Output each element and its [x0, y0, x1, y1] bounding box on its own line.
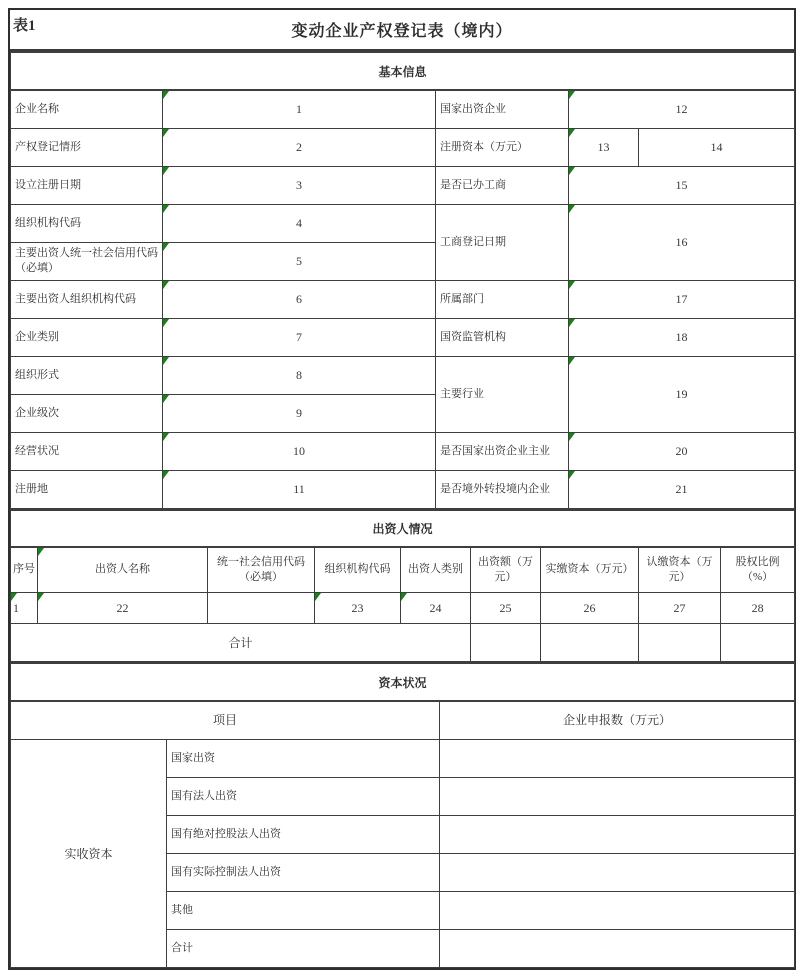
note-marker-icon: [163, 319, 169, 327]
field-value: 9: [296, 405, 302, 420]
field-value-cell[interactable]: [163, 432, 436, 470]
field-value-cell[interactable]: 28: [721, 593, 795, 624]
table-row: [11, 318, 795, 356]
field-value: 18: [675, 329, 688, 344]
field-value: 3: [296, 177, 302, 192]
field-value: 10: [293, 443, 305, 458]
note-marker-icon: [569, 129, 575, 137]
field-label: 国有实际控制法人出资: [167, 853, 440, 891]
field-value: 19: [675, 386, 688, 401]
column-header: 企业申报数（万元）: [440, 701, 795, 739]
basic-info-table: [10, 51, 795, 509]
field-value: 23: [351, 600, 364, 615]
field-value: 1: [13, 600, 19, 615]
field-value-cell[interactable]: [541, 624, 639, 662]
field-label: 国家出资: [167, 739, 440, 777]
note-marker-icon: [163, 243, 169, 251]
table-row: [11, 432, 795, 470]
field-value-cell[interactable]: [163, 394, 436, 432]
field-value-cell[interactable]: [163, 280, 436, 318]
field-value: 17: [675, 291, 688, 306]
field-value-cell[interactable]: [569, 166, 795, 204]
field-label: 设立注册日期: [11, 166, 163, 204]
field-label: 企业类别: [11, 318, 163, 356]
field-label: 经营状况: [11, 432, 163, 470]
column-header: 项目: [11, 701, 440, 739]
note-marker-icon: [163, 129, 169, 137]
field-value-cell[interactable]: [401, 593, 471, 624]
note-marker-icon: [163, 395, 169, 403]
field-label: 组织形式: [11, 356, 163, 394]
field-label: 组织机构代码: [11, 204, 163, 242]
field-value-cell[interactable]: [163, 166, 436, 204]
field-value-cell[interactable]: [569, 280, 795, 318]
investors-total-row: [11, 624, 795, 662]
group-label: 实收资本: [11, 739, 167, 967]
field-value-cell[interactable]: [440, 929, 795, 967]
field-value-cell[interactable]: [163, 90, 436, 128]
field-value-cell[interactable]: [208, 593, 315, 624]
field-value: 12: [675, 101, 688, 116]
column-header-label: 出资人名称: [95, 563, 150, 576]
field-value-cell[interactable]: [163, 470, 436, 508]
note-marker-icon: [163, 433, 169, 441]
note-marker-icon: [163, 471, 169, 479]
field-value: 4: [296, 215, 302, 230]
page-title: 变动企业产权登记表（境内）: [291, 23, 513, 40]
field-label: 主要行业: [436, 356, 569, 432]
field-value-cell[interactable]: [569, 128, 639, 166]
table-row: [11, 204, 795, 242]
column-header: 实缴资本（万元）: [541, 547, 639, 593]
field-label: 主要出资人组织机构代码: [11, 280, 163, 318]
column-header: 出资人类别: [401, 547, 471, 593]
field-value-cell[interactable]: 27: [639, 593, 721, 624]
field-label: 工商登记日期: [436, 204, 569, 280]
table-row: [11, 166, 795, 204]
field-value: 20: [675, 443, 688, 458]
form-sheet: [8, 8, 796, 970]
note-marker-icon: [163, 205, 169, 213]
field-value: 6: [296, 291, 302, 306]
capital-row: [11, 739, 795, 777]
field-value-cell[interactable]: [163, 242, 436, 280]
field-value: 22: [116, 600, 129, 615]
section-title-basic-info: 基本信息: [11, 52, 795, 90]
field-label: 国资监管机构: [436, 318, 569, 356]
column-header: 统一社会信用代码（必填）: [208, 547, 315, 593]
field-value-cell[interactable]: [569, 318, 795, 356]
note-marker-icon: [163, 281, 169, 289]
section-title-investors: 出资人情况: [11, 510, 795, 547]
field-value-cell[interactable]: [163, 204, 436, 242]
field-value-cell[interactable]: [440, 739, 795, 777]
title-bar: [10, 10, 794, 51]
field-label: 是否已办工商: [436, 166, 569, 204]
field-label: 产权登记情形: [11, 128, 163, 166]
field-value-cell[interactable]: [569, 90, 795, 128]
table-row: [11, 128, 795, 166]
field-value: 11: [293, 481, 305, 496]
field-value: 8: [296, 367, 302, 382]
total-label: 合计: [11, 624, 471, 662]
field-value-cell[interactable]: [569, 432, 795, 470]
field-value-cell[interactable]: 26: [541, 593, 639, 624]
note-marker-icon: [569, 471, 575, 479]
note-marker-icon: [315, 593, 321, 601]
field-value-cell[interactable]: [315, 593, 401, 624]
field-value: 1: [296, 101, 302, 116]
field-value-cell[interactable]: 25: [471, 593, 541, 624]
note-marker-icon: [569, 91, 575, 99]
field-value: 2: [296, 139, 302, 154]
field-value: 15: [675, 177, 688, 192]
column-header: 认缴资本（万元）: [639, 547, 721, 593]
field-value-cell[interactable]: [163, 128, 436, 166]
field-label: 国有法人出资: [167, 777, 440, 815]
column-header: 出资额（万元）: [471, 547, 541, 593]
field-label: 主要出资人统一社会信用代码（必填）: [11, 242, 163, 280]
capital-table: [10, 662, 795, 968]
field-value-cell[interactable]: [440, 853, 795, 891]
section-title-capital: 资本状况: [11, 663, 795, 701]
field-label: 其他: [167, 891, 440, 929]
note-marker-icon: [401, 593, 407, 601]
table-row: [11, 470, 795, 508]
field-value-cell[interactable]: [440, 891, 795, 929]
note-marker-icon: [11, 593, 17, 601]
field-value-cell[interactable]: [163, 356, 436, 394]
field-value-cell[interactable]: [569, 356, 795, 432]
note-marker-icon: [569, 319, 575, 327]
field-value-cell[interactable]: [569, 204, 795, 280]
field-value: 7: [296, 329, 302, 344]
note-marker-icon: [569, 281, 575, 289]
field-label: 合计: [167, 929, 440, 967]
table-header-row: [11, 547, 795, 593]
column-header: 股权比例（%）: [721, 547, 795, 593]
field-value: 5: [296, 253, 302, 268]
field-value-cell[interactable]: [471, 624, 541, 662]
table-tag: 表1: [13, 18, 36, 34]
note-marker-icon: [163, 357, 169, 365]
field-value-cell[interactable]: [163, 318, 436, 356]
note-marker-icon: [569, 205, 575, 213]
table-row: [11, 280, 795, 318]
investor-row: [11, 593, 795, 624]
field-value: 16: [675, 234, 688, 249]
table-header-row: [11, 701, 795, 739]
field-value-cell[interactable]: [639, 624, 721, 662]
field-value: 21: [675, 481, 688, 496]
field-value: 24: [429, 600, 442, 615]
field-value: 13: [597, 139, 610, 154]
field-value-cell[interactable]: [11, 593, 38, 624]
field-label: 注册地: [11, 470, 163, 508]
field-label: 所属部门: [436, 280, 569, 318]
field-value-cell[interactable]: 14: [639, 128, 795, 166]
note-marker-icon: [569, 357, 575, 365]
note-marker-icon: [38, 548, 44, 556]
investors-table: [10, 509, 795, 663]
field-label: 是否国家出资企业主业: [436, 432, 569, 470]
field-value-cell[interactable]: [569, 470, 795, 508]
column-header: [38, 547, 208, 593]
field-value-cell[interactable]: [440, 777, 795, 815]
field-value-cell[interactable]: [38, 593, 208, 624]
note-marker-icon: [569, 167, 575, 175]
field-label: 是否境外转投境内企业: [436, 470, 569, 508]
field-label: 注册资本（万元）: [436, 128, 569, 166]
field-label: 企业级次: [11, 394, 163, 432]
field-label: 企业名称: [11, 90, 163, 128]
column-header: 序号: [11, 547, 38, 593]
note-marker-icon: [163, 91, 169, 99]
field-value-cell[interactable]: [721, 624, 795, 662]
note-marker-icon: [38, 593, 44, 601]
field-label: 国家出资企业: [436, 90, 569, 128]
field-label: 国有绝对控股法人出资: [167, 815, 440, 853]
note-marker-icon: [163, 167, 169, 175]
note-marker-icon: [569, 433, 575, 441]
field-value-cell[interactable]: [440, 815, 795, 853]
table-row: [11, 356, 795, 394]
table-row: [11, 90, 795, 128]
column-header: 组织机构代码: [315, 547, 401, 593]
